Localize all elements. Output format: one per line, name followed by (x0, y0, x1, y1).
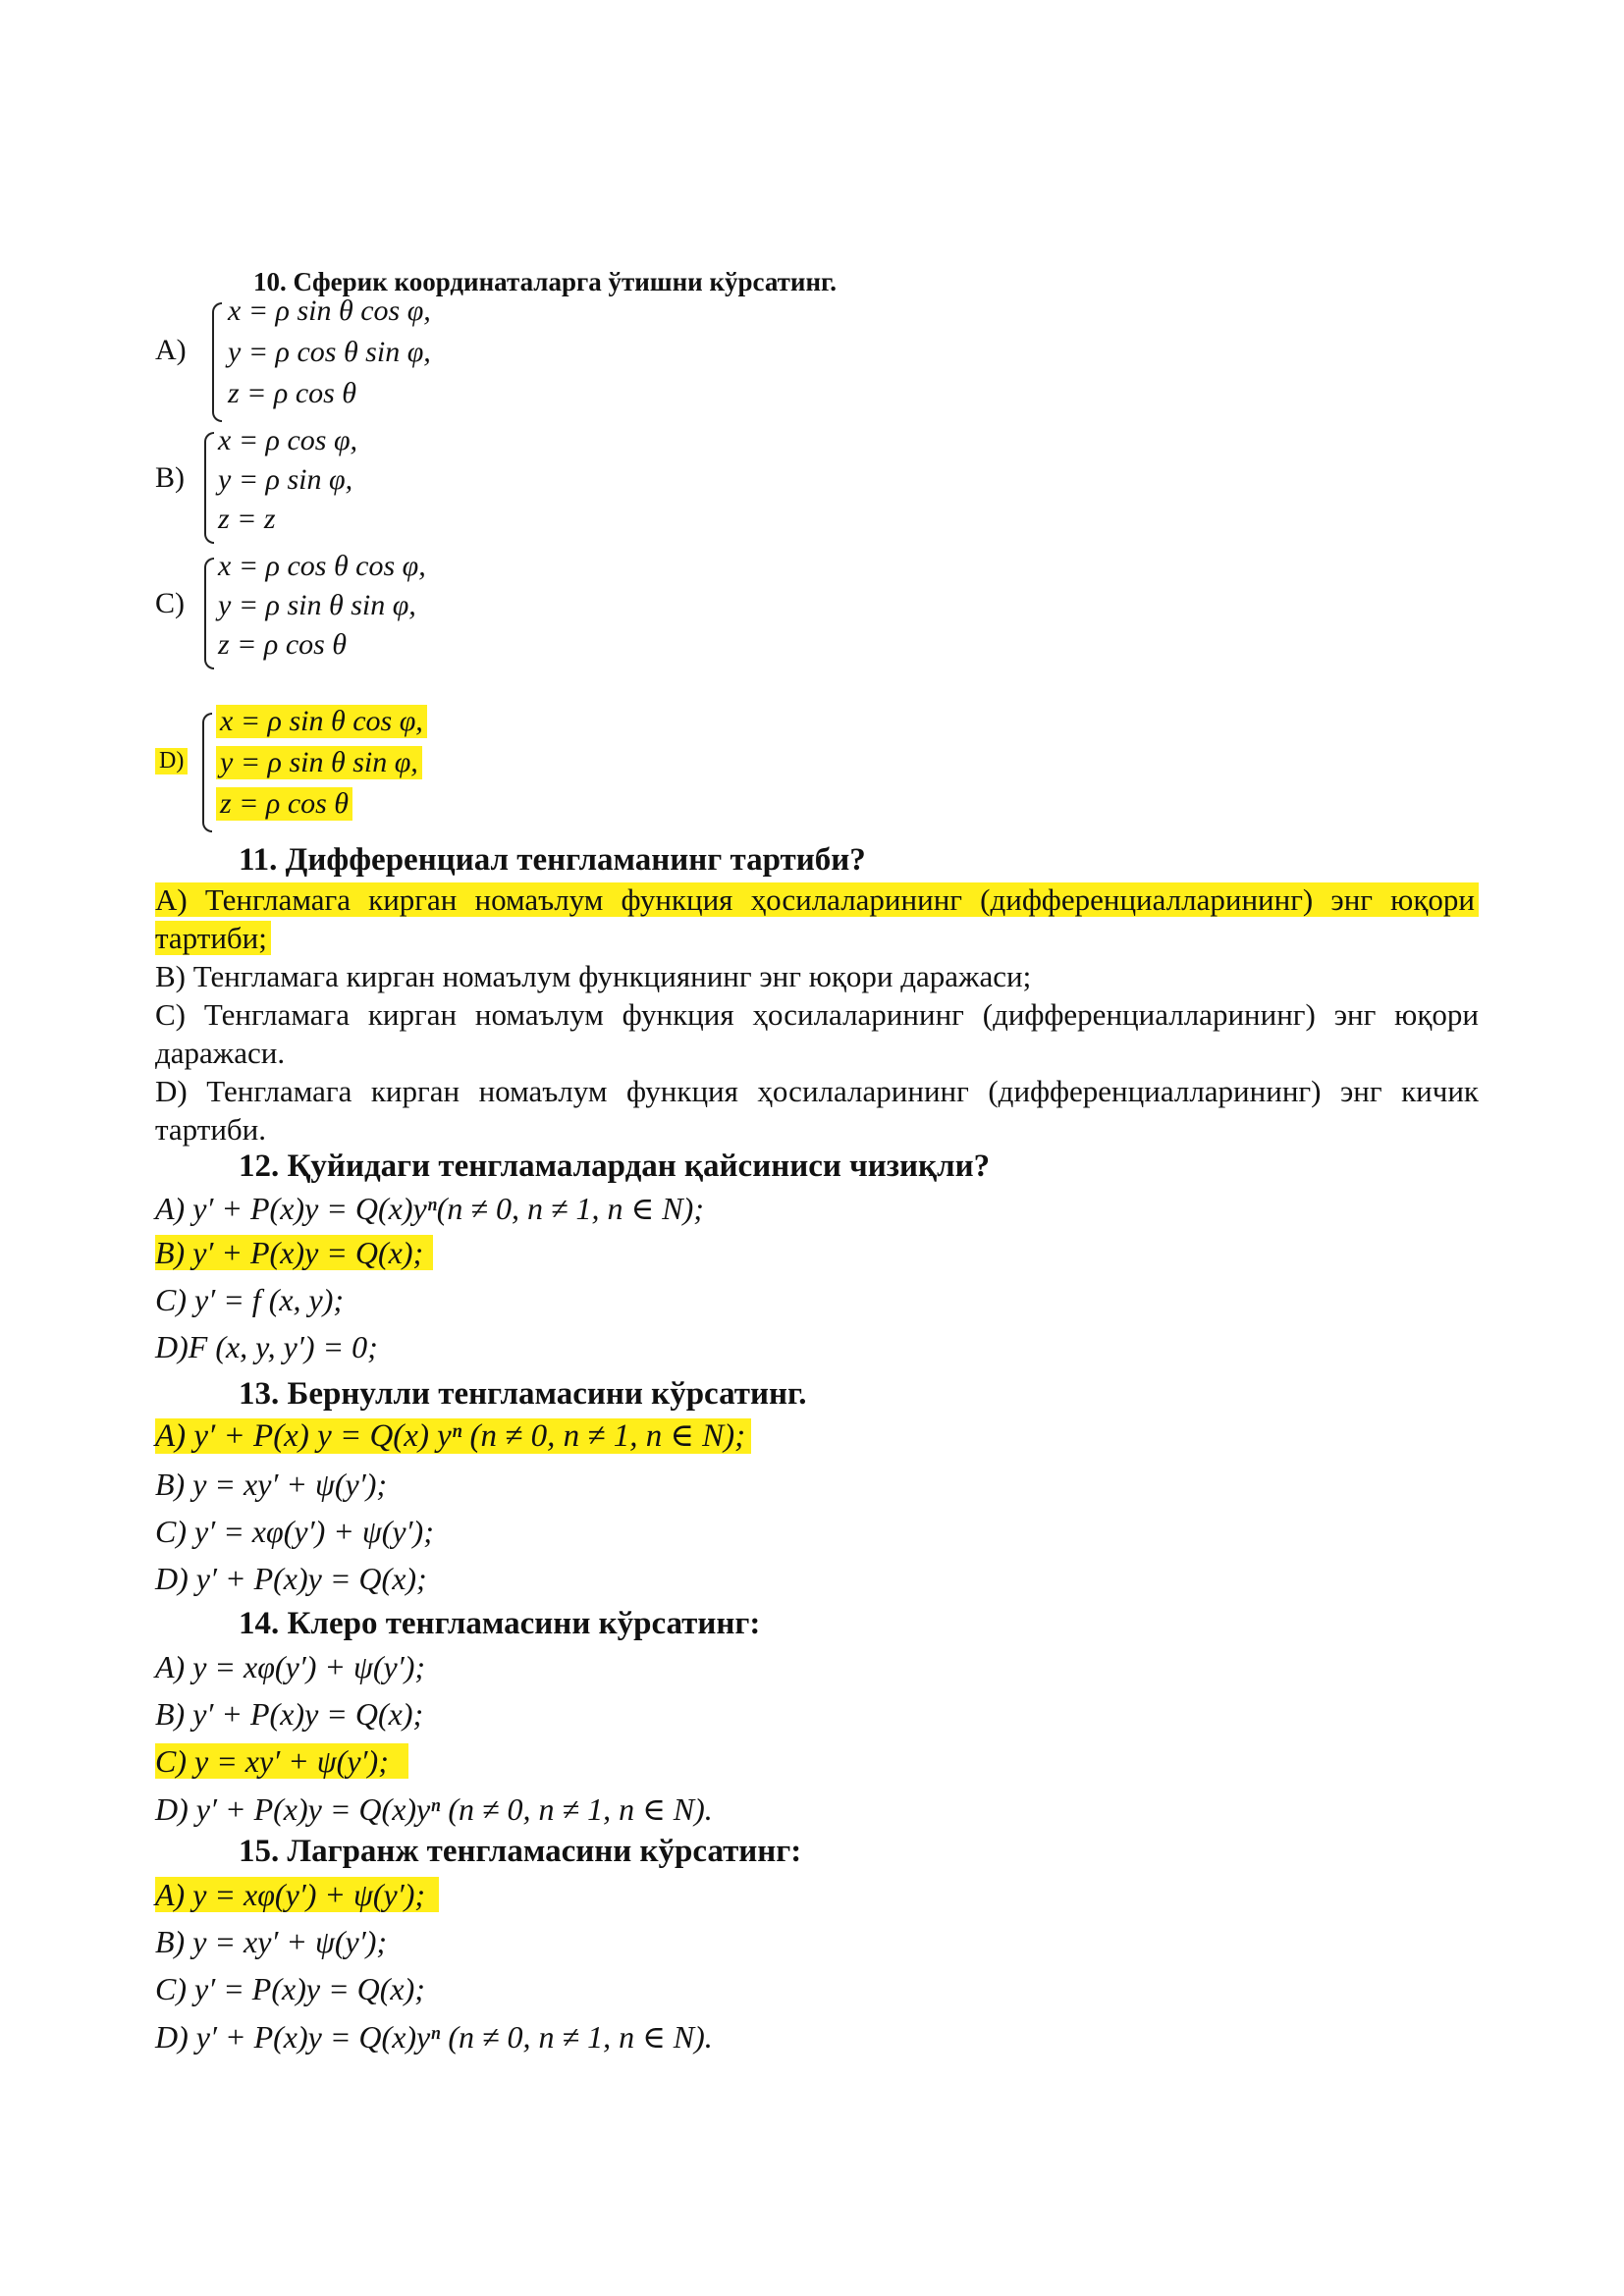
question-14-title: 14. Клеро тенгламасини кўрсатинг: (239, 1606, 761, 1641)
brace (212, 302, 222, 422)
question-15-title: 15. Лагранж тенгламасини кўрсатинг: (239, 1834, 802, 1869)
q15-option-c: C) y′ = P(x)y = Q(x); (155, 1971, 425, 2006)
equation-line: x = ρ sin θ cos φ, (216, 705, 427, 738)
q14-option-a: A) y = xφ(y′) + ψ(y′); (155, 1649, 426, 1684)
equation-line: x = ρ cos φ, (218, 424, 358, 456)
q11-option-b: B) Тенгламага кирган номаълум функциянинг энг юқори даражаси; (155, 959, 1032, 993)
q13-option-d: D) y′ + P(x)y = Q(x); (155, 1561, 427, 1596)
q12-option-d: D)F (x, y, y′) = 0; (155, 1329, 378, 1364)
equation-line: y = ρ sin θ sin φ, (216, 746, 422, 779)
option-label: B) (155, 461, 185, 494)
q14-option-b: B) y′ + P(x)y = Q(x); (155, 1696, 424, 1732)
answer-highlight: B) y′ + P(x)y = Q(x); (155, 1235, 433, 1270)
q12-option-c: C) y′ = f (x, y); (155, 1282, 345, 1317)
question-10-title: 10. Сферик координаталарга ўтишни кўрсатинг. (253, 267, 837, 296)
brace (202, 713, 212, 832)
q15-option-d: D) y′ + P(x)y = Q(x)yⁿ (n ≠ 0, n ≠ 1, n ∈ N). (155, 2019, 713, 2055)
brace (204, 432, 214, 544)
q14-option-c (155, 1743, 408, 1780)
option-label: D) (155, 748, 188, 774)
answer-highlight: A) y = xφ(y′) + ψ(y′); (155, 1877, 439, 1912)
equation-line: y = ρ cos θ sin φ, (228, 336, 431, 368)
question-12-title: 12. Қуйидаги тенгламалардан қайсиниси чизиқли? (239, 1148, 991, 1184)
equation-line: x = ρ sin θ cos φ, (228, 294, 431, 327)
brace (204, 558, 214, 669)
answer-highlight: A) y′ + P(x) y = Q(x) yⁿ (n ≠ 0, n ≠ 1, n ∈ N); (155, 1418, 751, 1454)
q11-option-d: D) Тенгламага кирган номаълум функция ҳосилаларининг (дифференциалларининг) энг кичик тартиби. (155, 1074, 1479, 1147)
equation-line: y = ρ sin θ sin φ, (218, 589, 416, 621)
q13-option-b: B) y = xy′ + ψ(y′); (155, 1467, 388, 1502)
q15-option-a (155, 1877, 439, 1913)
equation-line: z = ρ cos θ (216, 787, 352, 821)
equation-line: z = ρ cos θ (218, 628, 348, 661)
question-13-title: 13. Бернулли тенгламасини кўрсатинг. (239, 1376, 807, 1412)
q11-option-a (155, 881, 1479, 957)
equation-line: z = z (218, 503, 276, 535)
equation-line: x = ρ cos θ cos φ, (218, 550, 426, 582)
equation-line: z = ρ cos θ (228, 377, 357, 409)
q12-option-a: A) y′ + P(x)y = Q(x)yⁿ(n ≠ 0, n ≠ 1, n ∈ N); (155, 1191, 704, 1226)
equation-line: y = ρ sin φ, (218, 463, 353, 496)
option-label: C) (155, 587, 185, 619)
q15-option-b: B) y = xy′ + ψ(y′); (155, 1924, 388, 1959)
option-label: A) (155, 334, 187, 366)
q13-option-c: C) y′ = xφ(y′) + ψ(y′); (155, 1514, 434, 1549)
q13-option-a (155, 1415, 751, 1455)
answer-highlight: C) y = xy′ + ψ(y′); (155, 1743, 408, 1779)
q12-option-b (155, 1235, 433, 1271)
q11-option-c: C) Тенгламага кирган номаълум функция ҳосилаларининг (дифференциалларининг) энг юқори даражаси. (155, 997, 1479, 1070)
answer-highlight: A) Тенгламага кирган номаълум функция ҳосилаларининг (дифференциалларининг) энг юқори тартиби; (155, 882, 1479, 955)
q14-option-d: D) y′ + P(x)y = Q(x)yⁿ (n ≠ 0, n ≠ 1, n ∈ N). (155, 1791, 713, 1827)
question-11-title: 11. Дифференциал тенгламанинг тартиби? (239, 842, 866, 878)
